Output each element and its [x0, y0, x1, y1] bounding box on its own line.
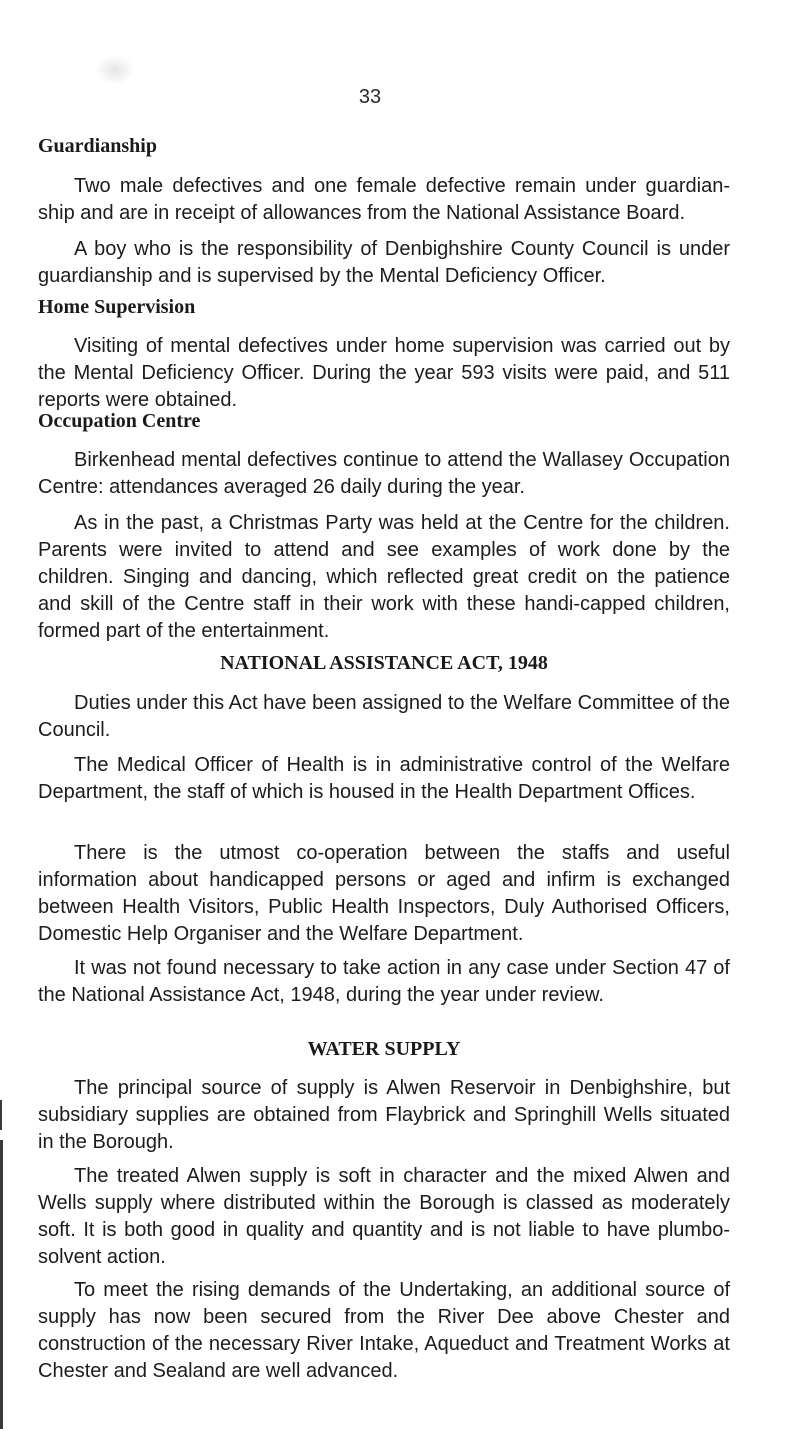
paragraph: It was not found necessary to take action in any case under Section 47 of the National Assistance Act, 1948, during the year under review. — [38, 957, 730, 1006]
paragraph: A boy who is the responsibility of Denbighshire County Council is under guardianship and is supervised by the Mental Deficiency Officer. — [38, 238, 730, 287]
paragraph: Birkenhead mental defectives continue to attend the Wallasey Occupation Centre: attendances averaged 26 daily during the year. — [38, 449, 730, 498]
heading-water-supply: WATER SUPPLY — [307, 1038, 461, 1060]
paragraph: The principal source of supply is Alwen Reservoir in Denbighshire, but subsidiary supplies are obtained from Flaybrick and Springhill Wells situated in the Borough. — [38, 1077, 730, 1153]
paragraph: The treated Alwen supply is soft in character and the mixed Alwen and Wells supply where distributed within the Borough is classed as moderately soft. It is both good in quality and quantity and is not liable to have plumbo-solvent action. — [38, 1165, 730, 1268]
heading-guardianship: Guardianship — [38, 135, 157, 157]
page-edge-mark — [0, 1100, 2, 1130]
paragraph: Duties under this Act have been assigned to the Welfare Committee of the Council. — [38, 692, 730, 741]
heading-national-assistance-act: NATIONAL ASSISTANCE ACT, 1948 — [220, 652, 548, 674]
page-number: 33 — [358, 86, 382, 108]
heading-occupation-centre: Occupation Centre — [38, 410, 201, 432]
paragraph: As in the past, a Christmas Party was held at the Centre for the children. Parents were invited to attend and see examples of work done by the children. Singing and dancing, which reflected great credit on the patience and skill of the Centre staff in their work with these handi-capped children, formed part of the entertainment. — [38, 512, 730, 642]
paragraph: The Medical Officer of Health is in administrative control of the Welfare Department, the staff of which is housed in the Health Department Offices. — [38, 754, 730, 803]
heading-home-supervision: Home Supervision — [38, 296, 196, 318]
paper-smudge — [95, 55, 135, 85]
paragraph: To meet the rising demands of the Undertaking, an additional source of supply has now been secured from the River Dee above Chester and construction of the necessary River Intake, Aqueduct and Treatment Works at Chester and Sealand are well advanced. — [38, 1279, 730, 1382]
paragraph: Visiting of mental defectives under home supervision was carried out by the Mental Deficiency Officer. During the year 593 visits were paid, and 511 reports were obtained. — [38, 335, 730, 411]
paragraph: There is the utmost co-operation between the staffs and useful information about handicapped persons or aged and infirm is exchanged between Health Visitors, Public Health Inspectors, Duly Authorised Officers, Domestic Help Organiser and the Welfare Department. — [38, 842, 730, 945]
paragraph: Two male defectives and one female defective remain under guardian-ship and are in receipt of allowances from the National Assistance Board. — [38, 175, 730, 224]
page-edge-shadow — [0, 1140, 3, 1429]
